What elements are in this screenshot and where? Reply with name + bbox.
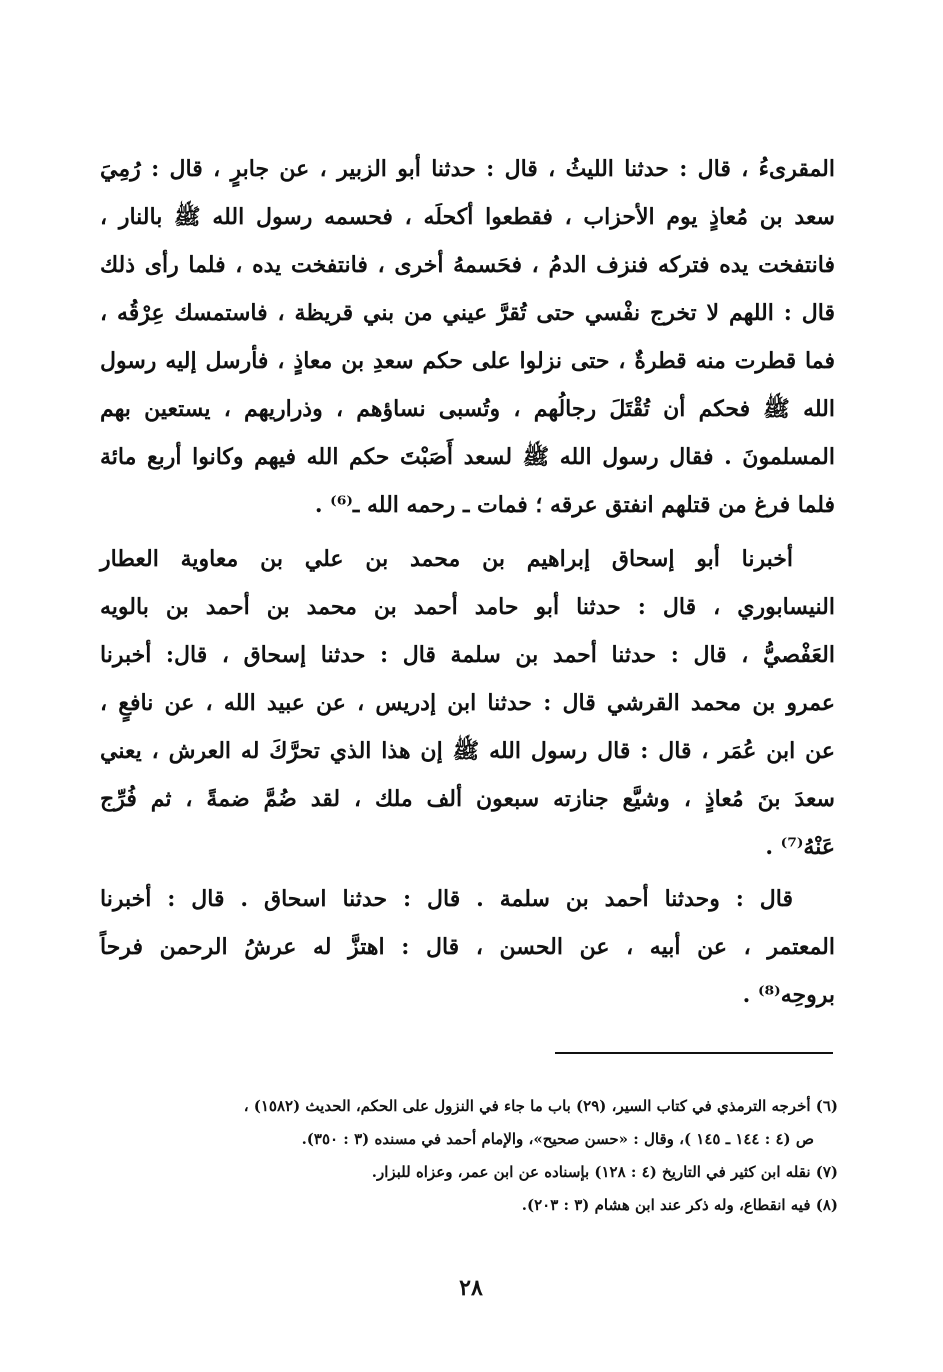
footnotes	[100, 1090, 838, 1222]
text-line: عن ابن عُمَر ، قال : قال رسول الله ﷺ إن هذا الذي تحرَّكَ له العرش ، يعني	[100, 738, 835, 764]
text-line: المقرىءُ ، قال : حدثنا الليثُ ، قال : حدثنا أبو الزبير ، عن جابرٍ ، قال : رُمِيَ	[100, 156, 835, 182]
paragraph-1	[100, 145, 835, 529]
text-line: المعتمر ، عن أبيه ، عن الحسن ، قال : اهتزَّ له عرشُ الرحمن فرحاً	[100, 934, 835, 960]
footnote-6-line-2: ص (٤ : ١٤٤ ـ ١٤٥ )، وقال : «حسن صحيح»، والإمام أحمد في مسنده (٣ : ٣٥٠).	[301, 1130, 814, 1148]
text-line: قال : وحدثنا أحمد بن سلمة . قال : حدثنا اسحاق . قال : أخبرنا	[100, 886, 793, 912]
text-line: سعد بن مُعاذٍ يوم الأحزاب ، فقطعوا أكحلَه ، فحسمه رسول الله ﷺ بالنار ،	[100, 204, 835, 230]
text-line: الله ﷺ فحكم أن تُقْتَلَ رجالُهم ، وتُسبى نساؤهم ، وذراريهم ، يستعين بهم	[100, 396, 835, 422]
text-line: عمرو بن محمد القرشي قال : حدثنا ابن إدريس ، عن عبيد الله ، عن نافعٍ ،	[100, 690, 835, 716]
paragraph-2	[100, 535, 835, 871]
text-line: سعدَ بنَ مُعاذٍ ، وشيَّع جنازته سبعون ألف ملك ، لقد ضُمَّ ضمةً ، ثم فُرِّج	[100, 786, 835, 812]
text-line: فلما فرغ من قتلهم انفتق عرقه ؛ فمات ـ رحمه الله ـ⁽⁶⁾ .	[314, 492, 835, 518]
page-number: ٢٨	[459, 1275, 483, 1301]
text-line: بروحِه⁽⁸⁾ .	[742, 982, 835, 1008]
text-line: قال : اللهم لا تخرج نفْسي حتى تُقرَّ عيني من بني قريظة ، فاستمسك عِرْقُه ،	[100, 300, 835, 326]
text-line: أخبرنا أبو إسحاق إبراهيم بن محمد بن علي بن معاوية العطار	[100, 546, 793, 572]
text-line: المسلمونَ . فقال رسول الله ﷺ لسعد أَصَبْتَ حكم الله فيهم وكانوا أربع مائة	[100, 444, 835, 470]
footnote-7: (٧) نقله ابن كثير في التاريخ (٤ : ١٢٨) بإسناده عن ابن عمر، وعزاه للبزار.	[371, 1163, 838, 1181]
text-line: فانتفخت يده فتركه فنزف الدمُ ، فحَسمهُ أخرى ، فانتفخت يده ، فلما رأى ذلك	[100, 252, 835, 278]
footnote-8: (٨) فيه انقطاع، وله ذكر عند ابن هشام (٣ : ٢٠٣).	[521, 1196, 838, 1214]
text-line: عَنْهُ⁽⁷⁾ .	[765, 834, 835, 860]
text-line: العَفْصيُّ ، قال : حدثنا أحمد بن سلمة قال : حدثنا إسحاق ، قال: أخبرنا	[100, 642, 835, 668]
footnote-6-line-1: (٦) أخرجه الترمذي في كتاب السير، (٢٩) باب ما جاء في النزول على الحكم، الحديث (١٥٨٢) ،	[243, 1097, 838, 1115]
text-line: النيسابوري ، قال : حدثنا أبو حامد أحمد بن محمد بن أحمد بن بالويه	[100, 594, 835, 620]
footnote-divider	[555, 1052, 833, 1054]
text-line: فما قطرت منه قطرةٌ ، حتى نزلوا على حكم سعدِ بن معاذٍ ، فأرسل إليه رسول	[100, 348, 835, 374]
paragraph-3	[100, 875, 835, 1019]
